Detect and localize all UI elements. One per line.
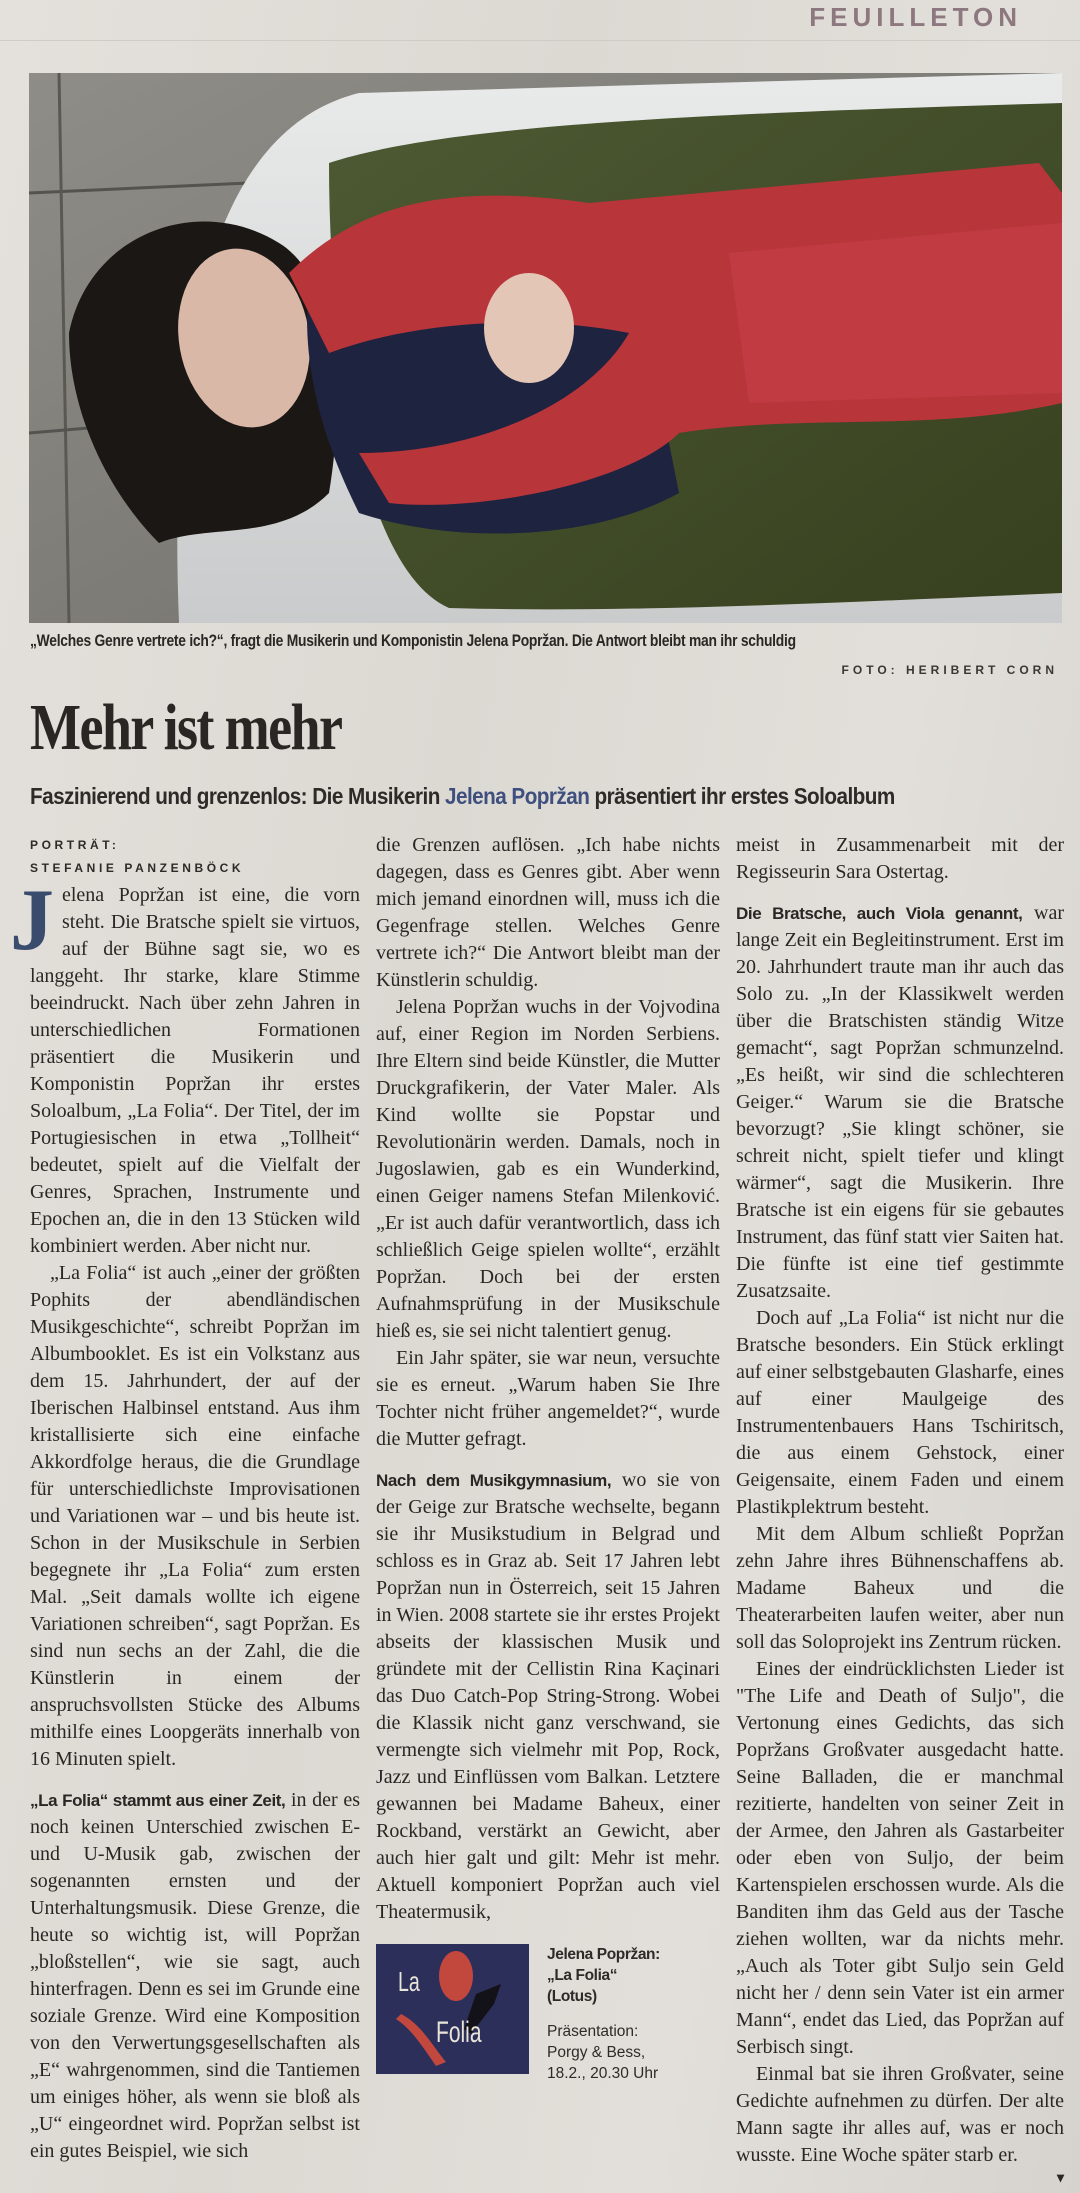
album-cover-title: Folia [436,2016,482,2049]
paragraph: Einmal bat sie ihren Großvater, seine Gedichte aufnehmen zu dürfen. Der alte Mann sagte ihr alles auf, was er noch wusste. Eine Woche später starb er. [736,2063,1064,2166]
article-column-3 [736,832,1064,2185]
paragraph: Eines der eindrücklichsten Lieder ist "The Life and Death of Suljo", die Vertonung eines Gedichts, das sich Popržans Großvater ausgedacht hatte. Seine Balladen, die er manchmal rezitierte, handelten von seiner Zeit in der Armee, den Jahren als Gastarbeiter oder eben von Suljo, der beim Kartenspielen erschossen wurde. Als die Banditen ihm das Geld aus der Tasche ziehen wollten, war da nichts mehr. „Auch als Toter gibt Suljo sein Geld nicht her / denn sein Vater ist ein armer Mann“, endet das Lied, das Popržan auf Serbisch singt. [736,1658,1064,2058]
album-box [376,1944,720,2084]
paragraph [736,900,1064,1305]
paragraph [30,1787,360,2165]
paragraph-text: in der es noch keinen Unterschied zwischen E- und U-Musik gab, zwischen der sogenannten ernsten und der Unterhaltungsmusik. Diese Grenze, die heute so wichtig ist, will Popržan „bloßstellen“, wie sie sagt, auch hinterfragen. Denn es sei im Grunde eine soziale Grenze. Wird eine Komposition von den Verwertungsgesellschaften als „E“ wahrgenommen, sind die Tantiemen um einiges höher, als wenn sie bloß als „U“ eingeordnet wird. Popržan selbst ist ein gutes Beispiel, wie sich [30,1789,360,2162]
paragraph: Jelena Popržan ist eine, die vorn steht. Die Bratsche spielt sie virtuos, auf der Bühne sagt sie, wo es langgeht. Ihr starke, klare Stimme beeindruckt. Nach über zehn Jahren in unterschiedlichen Formationen präsentiert die Musikerin und Komponistin Popržan ihr erstes Soloalbum, „La Folia“. Der Titel, der im Portugiesischen in etwa „Tollheit“ bedeutet, spielt auf die Vielfalt der Genres, Sprachen, Instrumente und Epochen an, die in den 13 Stücken wild kombiniert werden. Aber nicht nur. [10,872,360,1257]
paragraph: „La Folia“ ist auch „einer der größten Pophits der abendländischen Musikgeschichte“, schreibt Popržan im Albumbooklet. Es ist ein Volkstanz aus dem 15. Jahrhundert, der auf der Iberischen Halbinsel entstand. Aus ihm kristallisierte sich eine einfache Akkordfolge heraus, die die Grundlage für unterschiedlichste Improvisationen und Variationen war – und bis heute ist. Schon in der Musikschule in Serbien begegnete ihr „La Folia“ zum ersten Mal. „Seit damals wollte ich eigene Variationen schreiben“, sagt Popržan. Es sind nun sechs an der Zahl, die die Künstlerin in einem der anspruchsvollsten Stücke des Albums mithilfe eines Loopgeräts innerhalb von 16 Minuten spielt. [30,1262,360,1770]
paragraph-lead: Die Bratsche, auch Viola genannt, [736,904,1023,923]
presentation-label: Präsentation: [547,2023,639,2040]
paragraph-text: war lange Zeit ein Begleitinstrument. Erst im 20. Jahrhundert traute man ihr auch das Solo zu. „In der Klassikwelt werden über die Bratschisten ständig Witze gemacht“, sagt Popržan schmunzelnd. „Es heißt, wir sind die schlechteren Geiger.“ Warum sie die Bratsche bevorzugt? „Sie klingt schöner, sie schreit nicht, spielt tiefer und klingt wärmer“, sagt die Musikerin. Ihre Bratsche ist ein eigens für sie gebautes Instrument, das fünf statt vier Saiten hat. Die fünfte ist eine tief gestimmte Zusatzsaite. [736,902,1065,1302]
paragraph: die Grenzen auflösen. „Ich habe nichts dagegen, dass es Genres gibt. Aber wenn mich jemand einordnen will, muss ich die Gegenfrage stellen. Welches Genre vertrete ich?“ Die Antwort bleibt man der Künstlerin schuldig. [376,834,720,991]
photo-image [29,73,1062,623]
album-title: „La Folia“ [547,1967,618,1984]
paragraph: Doch auf „La Folia“ ist nicht nur die Bratsche besonders. Ein Stück erklingt auf einer selbstgebauten Glasharfe, eines auf einer Maulgeige des Instrumentenbauers Hans Tschiritsch, die aus einem Gehstock, einer Geigensaite, einem Faden und einem Plastikplektrum besteht. [736,1307,1064,1518]
paragraph-lead: „La Folia“ stammt aus einer Zeit, [30,1791,286,1810]
headline: Mehr ist mehr [30,691,342,764]
photo-credit: FOTO: HERIBERT CORN [841,663,1058,677]
end-mark-icon: ▾ [1056,2169,1064,2185]
presentation-date: 18.2., 20.30 Uhr [547,2065,659,2082]
album-artist: Jelena Popržan: [547,1946,660,1963]
subheadline-text: präsentiert ihr erstes Soloalbum [589,783,895,809]
album-label: (Lotus) [547,1988,597,2005]
paragraph: meist in Zusammenarbeit mit der Regisseurin Sara Ostertag. [736,834,1064,883]
paragraph: Mit dem Album schließt Popržan zehn Jahre ihres Bühnenschaffens ab. Madame Baheux und die Theaterarbeiten laufen weiter, aber nun soll das Soloprojekt ins Zentrum rücken. [736,1523,1064,1653]
paragraph: Jelena Popržan wuchs in der Vojvodina auf, einer Region im Norden Serbiens. Ihre Eltern sind beide Künstler, die Mutter Druckgrafikerin, der Vater Maler. Als Kind wollte sie Popstar und Revolutionärin werden. Damals, noch in Jugoslawien, gab es ein Wunderkind, einen Geiger namens Stefan Milenković. „Er ist auch dafür verantwortlich, dass ich schließlich Geige spielen wollte“, erzählt Popržan. Doch bei der ersten Aufnahmsprüfung in der Musikschule hieß es, sie sei nicht talentiert genug. [376,996,720,1342]
subheadline-text: Faszinierend und grenzenlos: Die Musikerin [30,783,446,809]
paragraph-text: wo sie von der Geige zur Bratsche wechselte, begann sie ihr Musikstudium in Belgrad und schloss es in Graz ab. Seit 17 Jahren lebt Popržan nun in Österreich, seit 15 Jahren in Wien. 2008 startete sie ihr erstes Projekt abseits der klassischen Musik und gründete mit der Cellistin Rina Kaçinari das Duo Catch-Pop String-Strong. Wobei die Klassik nicht ganz verschwand, sie vermengte sich vielmehr mit Pop, Rock, Jazz und Einflüssen vom Balkan. Letztere gewannen bei Madame Baheux, einer Rockband, verstärkt an Gewicht, aber auch hier galt und gilt: Mehr ist mehr. Aktuell komponiert Popržan auch viel Theatermusik, [376,1469,720,1923]
byline-label: PORTRÄT: [30,838,120,852]
album-info [547,1944,660,2084]
byline [30,834,244,880]
presentation-venue: Porgy & Bess, [547,2044,646,2061]
subheadline [30,783,895,810]
album-cover-title: La [398,1966,420,1997]
album-cover-art [376,1944,529,2074]
byline-author: STEFANIE PANZENBÖCK [30,861,245,875]
photo-caption: „Welches Genre vertrete ich?“, fragt die Musikerin und Komponistin Jelena Popržan. Die Antwort bleibt man ihr schuldig [30,632,796,650]
article-column-2 [376,832,720,2084]
article-photo [29,73,1062,623]
article-column-1 [10,872,360,2165]
section-label: FEUILLETON [809,2,1022,32]
subheadline-highlight: Jelena Popržan [445,783,590,809]
paragraph [376,1467,720,1926]
header-rule [0,40,1080,41]
album-cover [376,1944,529,2074]
paragraph: Ein Jahr später, sie war neun, versuchte sie es erneut. „Warum haben Sie Ihre Tochter nicht früher angemeldet?“, wurde die Mutter gefragt. [376,1347,720,1450]
paragraph-lead: Nach dem Musikgymnasium, [376,1471,612,1490]
